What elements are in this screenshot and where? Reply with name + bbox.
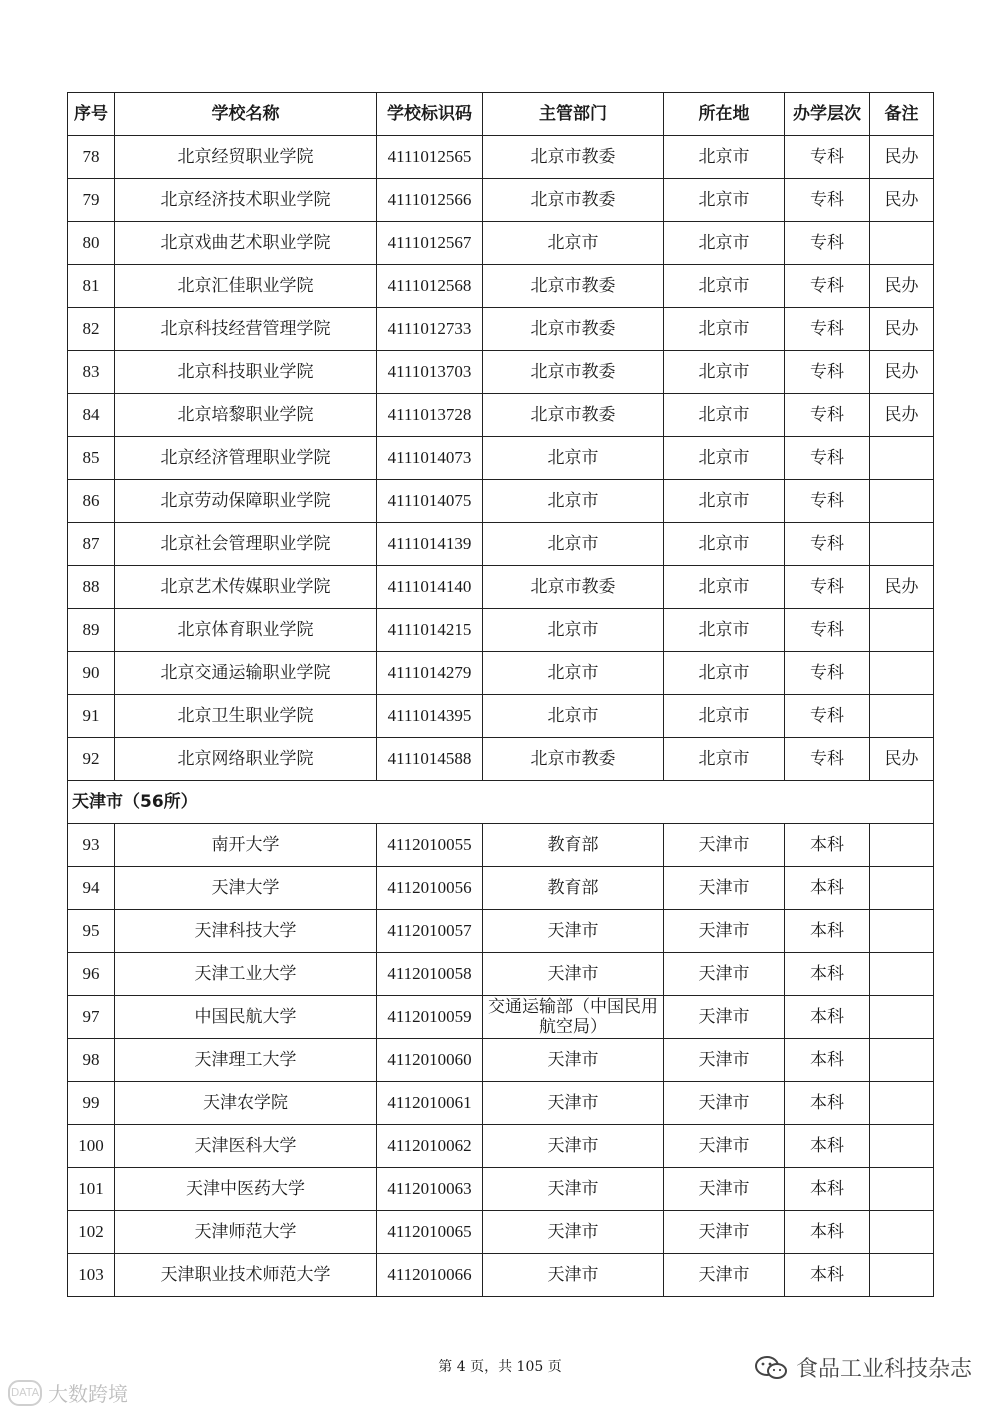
cell-school-code: 4112010059	[377, 996, 483, 1039]
cell-remarks	[870, 1254, 934, 1297]
cell-school-name: 北京科技职业学院	[115, 351, 377, 394]
cell-index: 90	[68, 652, 115, 695]
cell-location: 北京市	[664, 351, 785, 394]
col-header-level: 办学层次	[785, 93, 870, 136]
cell-level: 专科	[785, 179, 870, 222]
cell-index: 83	[68, 351, 115, 394]
cell-location: 北京市	[664, 566, 785, 609]
cell-location: 北京市	[664, 394, 785, 437]
logo-icon: DATA	[8, 1380, 42, 1406]
cell-location: 天津市	[664, 1125, 785, 1168]
cell-index: 95	[68, 910, 115, 953]
cell-index: 88	[68, 566, 115, 609]
cell-location: 北京市	[664, 136, 785, 179]
cell-school-name: 中国民航大学	[115, 996, 377, 1039]
table-row	[68, 351, 934, 394]
cell-location: 天津市	[664, 910, 785, 953]
watermark-left-text: 大数跨境	[48, 1382, 128, 1406]
cell-remarks: 民办	[870, 351, 934, 394]
cell-level: 本科	[785, 996, 870, 1039]
table-row	[68, 437, 934, 480]
cell-location: 北京市	[664, 437, 785, 480]
cell-authority: 天津市	[483, 910, 664, 953]
cell-level: 本科	[785, 867, 870, 910]
cell-school-code: 4111014139	[377, 523, 483, 566]
cell-school-code: 4111014395	[377, 695, 483, 738]
cell-school-code: 4112010065	[377, 1211, 483, 1254]
cell-remarks	[870, 1082, 934, 1125]
cell-index: 81	[68, 265, 115, 308]
cell-school-code: 4112010061	[377, 1082, 483, 1125]
cell-remarks: 民办	[870, 265, 934, 308]
cell-location: 北京市	[664, 652, 785, 695]
cell-index: 102	[68, 1211, 115, 1254]
cell-school-name: 北京经贸职业学院	[115, 136, 377, 179]
cell-school-name: 北京交通运输职业学院	[115, 652, 377, 695]
table-row	[68, 609, 934, 652]
table-row	[68, 738, 934, 781]
table-row	[68, 179, 934, 222]
school-list-table	[67, 92, 934, 1297]
cell-authority: 北京市教委	[483, 179, 664, 222]
table-row	[68, 1082, 934, 1125]
cell-school-code: 4112010063	[377, 1168, 483, 1211]
cell-school-code: 4112010056	[377, 867, 483, 910]
table-row	[68, 652, 934, 695]
cell-school-name: 北京经济技术职业学院	[115, 179, 377, 222]
cell-school-code: 4111012568	[377, 265, 483, 308]
cell-level: 专科	[785, 394, 870, 437]
table-region-section	[68, 781, 934, 824]
cell-location: 天津市	[664, 1039, 785, 1082]
table-row	[68, 136, 934, 179]
cell-school-name: 北京劳动保障职业学院	[115, 480, 377, 523]
cell-authority: 天津市	[483, 1168, 664, 1211]
cell-level: 专科	[785, 136, 870, 179]
cell-authority: 北京市教委	[483, 394, 664, 437]
cell-authority: 北京市	[483, 609, 664, 652]
page-number-footer: 第 4 页，共 105 页	[438, 1359, 562, 1375]
cell-level: 本科	[785, 1211, 870, 1254]
cell-school-name: 天津师范大学	[115, 1211, 377, 1254]
table-row	[68, 867, 934, 910]
region-header-row	[68, 781, 934, 824]
cell-index: 84	[68, 394, 115, 437]
cell-remarks	[870, 910, 934, 953]
cell-remarks	[870, 996, 934, 1039]
cell-school-name: 北京体育职业学院	[115, 609, 377, 652]
cell-location: 北京市	[664, 738, 785, 781]
cell-remarks: 民办	[870, 394, 934, 437]
cell-school-name: 北京戏曲艺术职业学院	[115, 222, 377, 265]
cell-remarks	[870, 437, 934, 480]
cell-authority: 北京市	[483, 480, 664, 523]
cell-level: 专科	[785, 609, 870, 652]
cell-remarks	[870, 953, 934, 996]
cell-index: 89	[68, 609, 115, 652]
cell-location: 天津市	[664, 1211, 785, 1254]
cell-index: 98	[68, 1039, 115, 1082]
cell-authority: 天津市	[483, 1125, 664, 1168]
cell-school-code: 4112010058	[377, 953, 483, 996]
cell-authority: 天津市	[483, 1211, 664, 1254]
col-header-authority: 主管部门	[483, 93, 664, 136]
col-header-school-code: 学校标识码	[377, 93, 483, 136]
table-body-beijing	[68, 136, 934, 781]
cell-authority: 北京市	[483, 652, 664, 695]
cell-index: 82	[68, 308, 115, 351]
cell-authority: 北京市	[483, 437, 664, 480]
table-header-row	[68, 93, 934, 136]
cell-level: 专科	[785, 480, 870, 523]
cell-school-name: 天津大学	[115, 867, 377, 910]
cell-index: 87	[68, 523, 115, 566]
cell-school-code: 4111012567	[377, 222, 483, 265]
table-row	[68, 265, 934, 308]
region-title: 天津市（56所）	[68, 781, 934, 824]
wechat-icon	[754, 1355, 788, 1381]
cell-level: 专科	[785, 523, 870, 566]
cell-index: 100	[68, 1125, 115, 1168]
cell-remarks	[870, 222, 934, 265]
cell-remarks: 民办	[870, 738, 934, 781]
cell-school-code: 4111014073	[377, 437, 483, 480]
watermark-wechat	[754, 1352, 972, 1383]
table-row	[68, 695, 934, 738]
cell-school-name: 天津医科大学	[115, 1125, 377, 1168]
cell-school-code: 4111014215	[377, 609, 483, 652]
col-header-location: 所在地	[664, 93, 785, 136]
table-row	[68, 1168, 934, 1211]
cell-index: 91	[68, 695, 115, 738]
cell-authority: 北京市	[483, 695, 664, 738]
cell-school-name: 天津工业大学	[115, 953, 377, 996]
cell-authority: 天津市	[483, 953, 664, 996]
table-row	[68, 824, 934, 867]
cell-level: 专科	[785, 265, 870, 308]
cell-level: 专科	[785, 222, 870, 265]
cell-index: 93	[68, 824, 115, 867]
watermark-right-text: 食品工业科技杂志	[795, 1357, 972, 1382]
cell-authority: 天津市	[483, 1039, 664, 1082]
cell-remarks	[870, 652, 934, 695]
cell-authority: 北京市教委	[483, 738, 664, 781]
cell-school-code: 4112010066	[377, 1254, 483, 1297]
cell-authority: 北京市教委	[483, 265, 664, 308]
cell-authority: 天津市	[483, 1254, 664, 1297]
cell-index: 94	[68, 867, 115, 910]
cell-school-code: 4112010057	[377, 910, 483, 953]
table-row	[68, 394, 934, 437]
table-row	[68, 1211, 934, 1254]
cell-index: 96	[68, 953, 115, 996]
cell-school-code: 4112010055	[377, 824, 483, 867]
cell-school-name: 天津职业技术师范大学	[115, 1254, 377, 1297]
cell-index: 86	[68, 480, 115, 523]
cell-authority: 北京市教委	[483, 308, 664, 351]
table-row	[68, 996, 934, 1039]
cell-school-name: 北京汇佳职业学院	[115, 265, 377, 308]
cell-index: 101	[68, 1168, 115, 1211]
cell-school-name: 天津理工大学	[115, 1039, 377, 1082]
cell-level: 本科	[785, 1039, 870, 1082]
cell-school-code: 4111013703	[377, 351, 483, 394]
cell-location: 北京市	[664, 179, 785, 222]
cell-location: 天津市	[664, 996, 785, 1039]
cell-school-name: 北京科技经营管理学院	[115, 308, 377, 351]
cell-index: 80	[68, 222, 115, 265]
cell-remarks	[870, 523, 934, 566]
cell-level: 专科	[785, 351, 870, 394]
table-row	[68, 222, 934, 265]
table-row	[68, 308, 934, 351]
cell-school-code: 4111012566	[377, 179, 483, 222]
cell-remarks: 民办	[870, 566, 934, 609]
cell-location: 天津市	[664, 1082, 785, 1125]
cell-level: 专科	[785, 566, 870, 609]
cell-location: 北京市	[664, 480, 785, 523]
cell-location: 北京市	[664, 265, 785, 308]
cell-remarks: 民办	[870, 308, 934, 351]
table-row	[68, 1125, 934, 1168]
cell-index: 85	[68, 437, 115, 480]
table-row	[68, 910, 934, 953]
cell-remarks	[870, 824, 934, 867]
cell-school-name: 北京艺术传媒职业学院	[115, 566, 377, 609]
cell-location: 北京市	[664, 523, 785, 566]
table-body-tianjin	[68, 824, 934, 1297]
cell-level: 本科	[785, 953, 870, 996]
cell-level: 专科	[785, 437, 870, 480]
cell-school-name: 天津农学院	[115, 1082, 377, 1125]
cell-authority: 北京市教委	[483, 566, 664, 609]
cell-location: 北京市	[664, 222, 785, 265]
cell-index: 103	[68, 1254, 115, 1297]
col-header-school-name: 学校名称	[115, 93, 377, 136]
cell-location: 北京市	[664, 308, 785, 351]
cell-index: 99	[68, 1082, 115, 1125]
cell-index: 92	[68, 738, 115, 781]
watermark-brand	[8, 1378, 128, 1407]
col-header-index: 序号	[68, 93, 115, 136]
table-row	[68, 566, 934, 609]
cell-school-code: 4111012565	[377, 136, 483, 179]
cell-location: 天津市	[664, 953, 785, 996]
cell-school-name: 北京社会管理职业学院	[115, 523, 377, 566]
cell-school-code: 4112010060	[377, 1039, 483, 1082]
cell-level: 本科	[785, 824, 870, 867]
cell-school-code: 4111012733	[377, 308, 483, 351]
table-row	[68, 1254, 934, 1297]
cell-school-name: 天津科技大学	[115, 910, 377, 953]
cell-remarks	[870, 609, 934, 652]
cell-level: 本科	[785, 910, 870, 953]
cell-school-name: 北京网络职业学院	[115, 738, 377, 781]
cell-remarks	[870, 1125, 934, 1168]
cell-remarks	[870, 480, 934, 523]
cell-authority: 教育部	[483, 867, 664, 910]
cell-school-name: 天津中医药大学	[115, 1168, 377, 1211]
cell-location: 北京市	[664, 695, 785, 738]
cell-remarks	[870, 867, 934, 910]
col-header-remarks: 备注	[870, 93, 934, 136]
cell-school-code: 4112010062	[377, 1125, 483, 1168]
table-row	[68, 1039, 934, 1082]
cell-level: 本科	[785, 1082, 870, 1125]
cell-remarks: 民办	[870, 136, 934, 179]
cell-school-code: 4111013728	[377, 394, 483, 437]
cell-school-name: 北京经济管理职业学院	[115, 437, 377, 480]
cell-level: 本科	[785, 1125, 870, 1168]
cell-level: 专科	[785, 738, 870, 781]
cell-level: 专科	[785, 652, 870, 695]
cell-school-name: 南开大学	[115, 824, 377, 867]
cell-location: 天津市	[664, 867, 785, 910]
cell-authority: 交通运输部（中国民用航空局）	[483, 996, 664, 1039]
table-row	[68, 480, 934, 523]
cell-school-code: 4111014140	[377, 566, 483, 609]
cell-index: 78	[68, 136, 115, 179]
cell-location: 天津市	[664, 1254, 785, 1297]
cell-location: 天津市	[664, 824, 785, 867]
cell-school-code: 4111014075	[377, 480, 483, 523]
cell-level: 专科	[785, 695, 870, 738]
cell-authority: 北京市教委	[483, 351, 664, 394]
cell-school-code: 4111014279	[377, 652, 483, 695]
cell-authority: 北京市教委	[483, 136, 664, 179]
cell-remarks	[870, 1168, 934, 1211]
cell-index: 97	[68, 996, 115, 1039]
cell-level: 本科	[785, 1254, 870, 1297]
cell-remarks	[870, 1211, 934, 1254]
cell-school-name: 北京培黎职业学院	[115, 394, 377, 437]
cell-remarks	[870, 1039, 934, 1082]
cell-school-name: 北京卫生职业学院	[115, 695, 377, 738]
cell-remarks	[870, 695, 934, 738]
cell-location: 天津市	[664, 1168, 785, 1211]
cell-level: 本科	[785, 1168, 870, 1211]
cell-school-code: 4111014588	[377, 738, 483, 781]
table-row	[68, 523, 934, 566]
table-row	[68, 953, 934, 996]
cell-authority: 北京市	[483, 523, 664, 566]
cell-authority: 教育部	[483, 824, 664, 867]
cell-location: 北京市	[664, 609, 785, 652]
cell-level: 专科	[785, 308, 870, 351]
cell-authority: 北京市	[483, 222, 664, 265]
cell-index: 79	[68, 179, 115, 222]
cell-remarks: 民办	[870, 179, 934, 222]
cell-authority: 天津市	[483, 1082, 664, 1125]
